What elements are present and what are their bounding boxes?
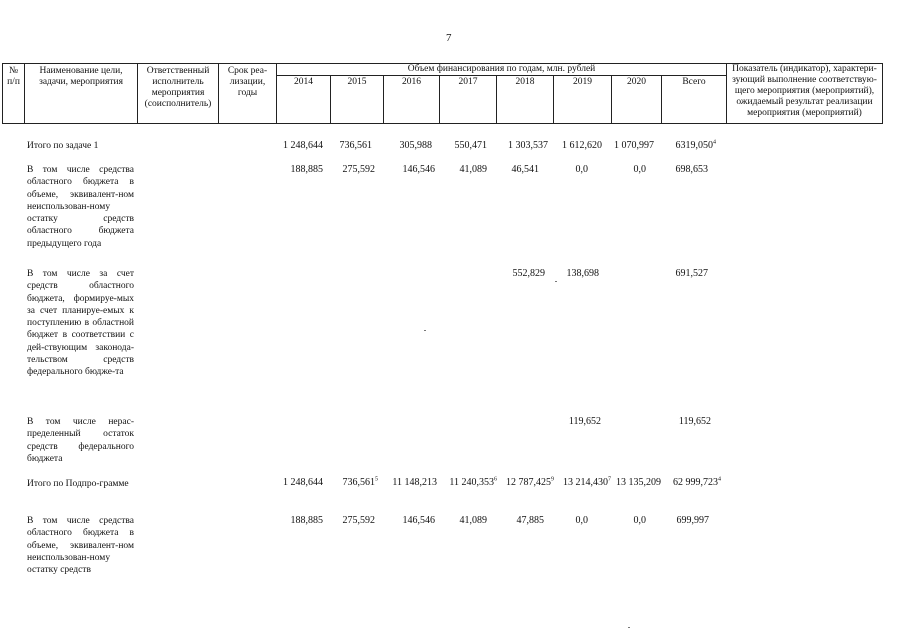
row-label: В том числе нерас-пределенный остаток средств федерального бюджета — [27, 417, 134, 464]
header-bottom-rule — [2, 123, 882, 124]
col-rule — [218, 63, 219, 124]
header-no: № п/п — [7, 66, 20, 87]
header-indicator: Показатель (индикатор), характери-зующий выполнение соответствую-щего мероприятия (мероприятий), ожидаемый результат реализации мероприятия (мероприятий) — [732, 64, 877, 118]
value-2015: 736,561$^5$ — [342, 476, 378, 488]
value-2016: 305,988 — [399, 140, 432, 151]
value-2019: 0,0 — [575, 515, 588, 526]
row-label: В том числе за счет средств областного бюджета, формируе-мых за счет планируе-емых к поступлению в областной бюджет в соответствии с дей-ствующим законода-тельством средств федерального бюдже-та — [27, 269, 134, 378]
value-2020: 13 135,209 — [616, 477, 661, 488]
row-label: В том числе средства областного бюджета в объеме, эквивалент-ном неиспользован-ному остатку средств — [27, 516, 134, 576]
value-2016: 146,546 — [402, 515, 435, 526]
header-year: 2018 — [515, 77, 535, 87]
value-2018: 552,829 — [512, 268, 545, 279]
value-2017: 41,089 — [459, 515, 487, 526]
col-rule — [24, 63, 25, 124]
row-label: Итого по Подпро-грамме — [27, 479, 129, 489]
value-total: 6319,050$^4$ — [675, 139, 716, 151]
value-2020: 0,0 — [633, 515, 646, 526]
value-2015: 275,592 — [342, 515, 375, 526]
header-year: 2020 — [627, 77, 646, 87]
scan-speck — [424, 330, 426, 331]
value-2018: 1 303,537 — [508, 140, 548, 151]
value-2015: 275,592 — [342, 164, 375, 175]
value-2018: 12 787,425$^9$ — [506, 476, 554, 488]
header-funding: Объем финансирования по годам, млн. рублей — [407, 64, 596, 74]
value-2019: 13 214,430$^7$ — [563, 476, 611, 488]
header-year: 2019 — [573, 77, 592, 87]
value-total: 698,653 — [675, 164, 708, 175]
col-rule — [882, 63, 883, 124]
value-2019: 0,0 — [575, 164, 588, 175]
header-year: 2014 — [294, 77, 313, 87]
value-2015: 736,561 — [339, 140, 372, 151]
scan-speck — [628, 627, 630, 628]
funding-subheader-rule — [276, 75, 726, 76]
value-2014: 188,885 — [290, 515, 323, 526]
row-label: В том числе средства областного бюджета в объеме, эквивалент-ном неиспользован-ному остатку средств областного бюджета предыдущего года — [27, 165, 134, 249]
value-2017: 41,089 — [459, 164, 487, 175]
col-rule — [726, 63, 727, 124]
header-year: 2016 — [402, 77, 421, 87]
header-year: 2015 — [347, 77, 367, 87]
value-2018: 47,885 — [516, 515, 544, 526]
header-term: Срок реа-лизации, годы — [227, 66, 268, 98]
page-number: 7 — [446, 32, 452, 44]
value-total: 699,997 — [676, 515, 709, 526]
value-2014: 1 248,644 — [283, 140, 323, 151]
header-name: Наименование цели, задачи, мероприятия — [39, 66, 123, 87]
value-total: 119,652 — [678, 416, 711, 427]
value-2020: 0,0 — [633, 164, 646, 175]
row-label: Итого по задаче 1 — [27, 141, 99, 151]
value-2019: 1 612,620 — [562, 140, 602, 151]
value-2017: 550,471 — [454, 140, 487, 151]
header-year: 2017 — [458, 77, 478, 87]
value-2020: 1 070,997 — [614, 140, 654, 151]
col-rule — [276, 63, 277, 124]
value-2016: 146,546 — [402, 164, 435, 175]
value-2017: 11 240,353$^6$ — [449, 476, 497, 488]
value-2018: 46,541 — [511, 164, 539, 175]
value-total: 62 999,723$^4$ — [673, 476, 721, 488]
header-year-total: Всего — [682, 77, 706, 87]
value-2014: 1 248,644 — [283, 477, 323, 488]
value-2019: 119,652 — [568, 416, 601, 427]
value-total: 691,527 — [675, 268, 708, 279]
value-2016: 11 148,213 — [392, 477, 437, 488]
col-rule — [137, 63, 138, 124]
header-responsible: Ответственный исполнитель мероприятия (соисполнитель) — [144, 66, 212, 109]
scan-speck — [555, 281, 557, 282]
value-2019: 138,698 — [566, 268, 599, 279]
value-2014: 188,885 — [290, 164, 323, 175]
